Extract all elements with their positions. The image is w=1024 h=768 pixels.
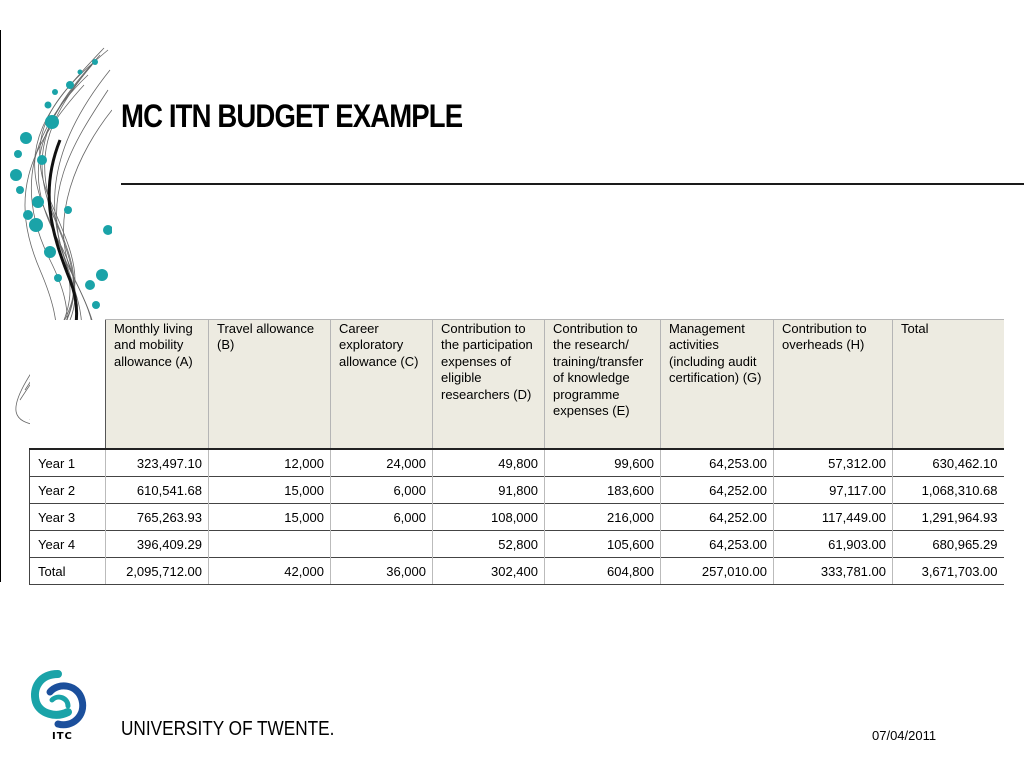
row-label: Year 4 <box>30 531 106 558</box>
table-cell: 15,000 <box>209 477 331 504</box>
column-header: Management activities (including audit certification) (G) <box>661 320 774 450</box>
table-cell: 12,000 <box>209 449 331 477</box>
row-label: Year 1 <box>30 449 106 477</box>
budget-table <box>29 319 1004 585</box>
page-title: MC ITN BUDGET EXAMPLE <box>121 98 463 134</box>
table-row <box>30 477 1004 504</box>
table-cell: 396,409.29 <box>106 531 209 558</box>
table-cell: 302,400 <box>433 558 545 585</box>
table-cell: 117,449.00 <box>774 504 893 531</box>
table-cell: 1,068,310.68 <box>893 477 1004 504</box>
table-cell: 6,000 <box>331 504 433 531</box>
table-cell: 64,252.00 <box>661 504 774 531</box>
row-label: Year 2 <box>30 477 106 504</box>
table-cell: 42,000 <box>209 558 331 585</box>
table-cell: 183,600 <box>545 477 661 504</box>
title-underline <box>121 183 1024 185</box>
table-cell: 6,000 <box>331 477 433 504</box>
table-cell: 61,903.00 <box>774 531 893 558</box>
university-name: UNIVERSITY OF TWENTE. <box>121 718 335 740</box>
table-row <box>30 531 1004 558</box>
column-header: Contribution to overheads (H) <box>774 320 893 450</box>
header-corner-cell <box>30 320 106 450</box>
table-cell: 105,600 <box>545 531 661 558</box>
table-row-total <box>30 558 1004 585</box>
table-cell: 1,291,964.93 <box>893 504 1004 531</box>
itc-logo-text: ITC <box>52 731 73 742</box>
table-cell: 24,000 <box>331 449 433 477</box>
table-cell: 36,000 <box>331 558 433 585</box>
table-cell: 323,497.10 <box>106 449 209 477</box>
table-row <box>30 449 1004 477</box>
table-cell: 610,541.68 <box>106 477 209 504</box>
table-header-row <box>30 320 1004 450</box>
table-cell: 64,252.00 <box>661 477 774 504</box>
table-cell: 52,800 <box>433 531 545 558</box>
table-cell: 99,600 <box>545 449 661 477</box>
table-cell: 604,800 <box>545 558 661 585</box>
table-row <box>30 504 1004 531</box>
table-cell <box>331 531 433 558</box>
table-cell <box>209 531 331 558</box>
table-cell: 97,117.00 <box>774 477 893 504</box>
table-cell: 64,253.00 <box>661 531 774 558</box>
row-label: Total <box>30 558 106 585</box>
column-header: Contribution to the research/ training/transfer of knowledge programme expenses (E) <box>545 320 661 450</box>
column-header: Career exploratory allowance (C) <box>331 320 433 450</box>
table-cell: 2,095,712.00 <box>106 558 209 585</box>
table-cell: 216,000 <box>545 504 661 531</box>
table-cell: 765,263.93 <box>106 504 209 531</box>
table-cell: 3,671,703.00 <box>893 558 1004 585</box>
table-cell: 680,965.29 <box>893 531 1004 558</box>
column-header: Total <box>893 320 1004 450</box>
column-header: Contribution to the participation expenses of eligible researchers (D) <box>433 320 545 450</box>
table-cell: 49,800 <box>433 449 545 477</box>
table-cell: 64,253.00 <box>661 449 774 477</box>
table-cell: 630,462.10 <box>893 449 1004 477</box>
table-cell: 108,000 <box>433 504 545 531</box>
table-cell: 15,000 <box>209 504 331 531</box>
table-cell: 91,800 <box>433 477 545 504</box>
table-cell: 333,781.00 <box>774 558 893 585</box>
table-cell: 57,312.00 <box>774 449 893 477</box>
footer-date: 07/04/2011 <box>872 728 937 743</box>
column-header: Monthly living and mobility allowance (A) <box>106 320 209 450</box>
row-label: Year 3 <box>30 504 106 531</box>
column-header: Travel allowance (B) <box>209 320 331 450</box>
table-cell: 257,010.00 <box>661 558 774 585</box>
